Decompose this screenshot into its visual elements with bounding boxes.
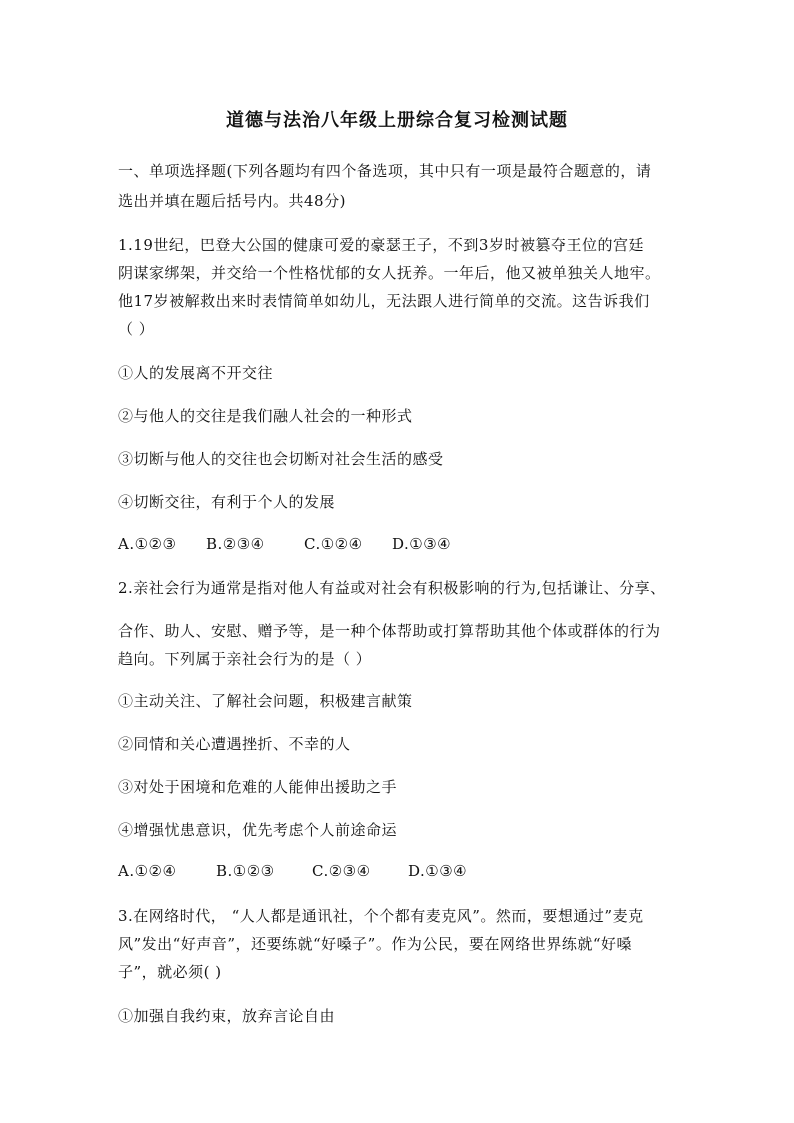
q1-answer-bracket: （ ） xyxy=(118,320,155,338)
q2-item-4: ④增强忧患意识，优先考虑个人前途命运 xyxy=(118,821,398,839)
q2-item-1: ①主动关注、了解社会问题，积极建言献策 xyxy=(118,692,413,710)
q3-stem-line-2: 风”发出“好声音”，还要练就“好嗓子”。作为公民，要在网络世界练就“好嗓 xyxy=(118,935,633,953)
q2-stem-line-1: 2.亲社会行为通常是指对他人有益或对社会有积极影响的行为,包括谦让、分享、 xyxy=(118,579,666,597)
q3-stem-line-1: 3.在网络时代， “人人都是通讯社，个个都有麦克风”。然而，要想通过”麦克 xyxy=(118,907,644,925)
q1-option-b[interactable]: B.②③④ xyxy=(206,535,265,553)
section-instruction-line-1: 一、单项选择题(下列各题均有四个备选项，其中只有一项是最符合题意的，请 xyxy=(118,162,652,180)
q2-stem-line-3: 趋向。下列属于亲社会行为的是（ ） xyxy=(118,650,372,668)
q1-stem-line-3: 他17岁被解救出来时表情简单如幼儿，无法跟人进行简单的交流。这告诉我们 xyxy=(118,292,650,310)
q2-option-d[interactable]: D.①③④ xyxy=(408,862,468,880)
q2-option-b[interactable]: B.①②③ xyxy=(216,862,275,880)
q1-stem-line-2: 阴谋家绑架，并交给一个性格忧郁的女人抚养。一年后，他又被单独关人地牢。 xyxy=(118,264,661,282)
q2-option-a[interactable]: A.①②④ xyxy=(118,862,177,880)
q2-stem-line-2: 合作、助人、安慰、赠予等，是一种个体帮助或打算帮助其他个体或群体的行为 xyxy=(118,622,661,640)
q2-option-c[interactable]: C.②③④ xyxy=(312,862,371,880)
q1-item-4: ④切断交往，有利于个人的发展 xyxy=(118,493,336,511)
q1-item-3: ③切断与他人的交往也会切断对社会生活的感受 xyxy=(118,450,444,468)
q3-stem-line-3: 子”，就必须( ) xyxy=(118,963,222,981)
section-instruction-line-2: 选出并填在题后括号内。共48分) xyxy=(118,192,346,210)
q1-option-d[interactable]: D.①③④ xyxy=(392,535,452,553)
q1-stem-line-1: 1.19世纪，巴登大公国的健康可爱的豪瑟王子，不到3岁时被篡夺王位的宫廷 xyxy=(118,236,644,254)
q1-item-1: ①人的发展离不开交往 xyxy=(118,364,274,382)
q1-options xyxy=(118,535,451,553)
page-title: 道德与法治八年级上册综合复习检测试题 xyxy=(226,110,568,131)
q2-options xyxy=(118,862,467,880)
q1-item-2: ②与他人的交往是我们融人社会的一种形式 xyxy=(118,407,413,425)
q1-option-c[interactable]: C.①②④ xyxy=(304,535,363,553)
q2-item-2: ②同情和关心遭遇挫折、不幸的人 xyxy=(118,735,351,753)
q3-item-1: ①加强自我约束，放弃言论自由 xyxy=(118,1007,336,1025)
q2-item-3: ③对处于困境和危难的人能伸出援助之手 xyxy=(118,778,398,796)
q1-option-a[interactable]: A.①②③ xyxy=(118,535,177,553)
